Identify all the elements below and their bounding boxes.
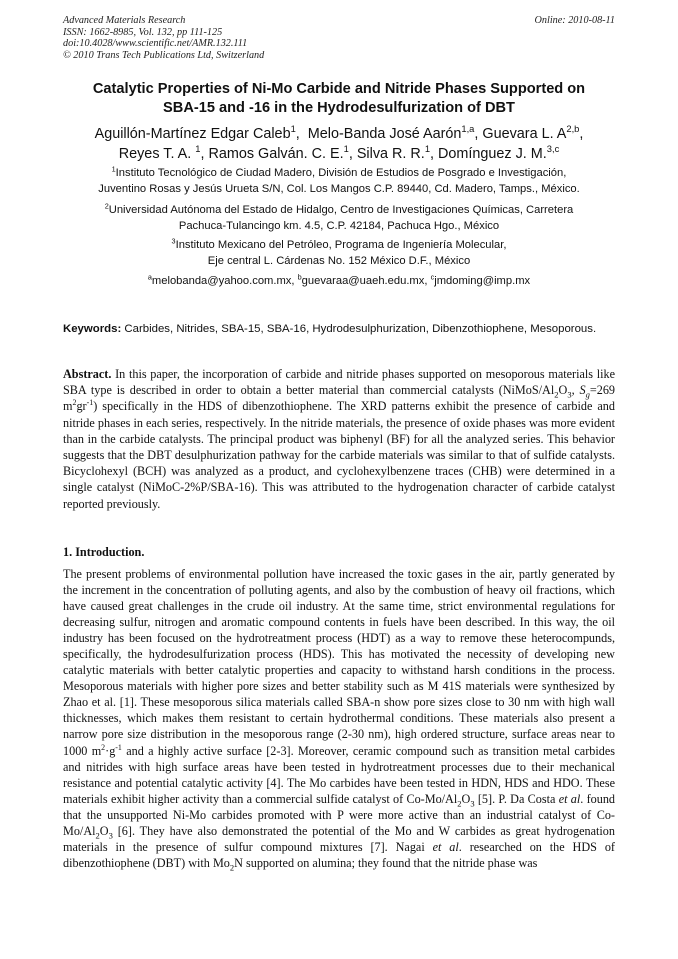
keywords <box>63 321 615 337</box>
author-list: Aguillón-Martínez Edgar Caleb$^1$, Melo-Banda José Aarón$^{1,a}$, Guevara L. A$^{2,b}$, Reyes T. A. $^1$, Ramos Galván. C. E.$^1$, Silva R. R.$^1$, Domínguez J. M.$^{3,c}$ <box>94 124 584 162</box>
affiliation-1: $^1$Instituto Tecnológico de Ciudad Madero, División de Estudios de Posgrado e Investigación, Juventino Rosas y Jesús Urueta S/N, Col. Los Mangos C.P. 89440, Cd. Madero, Tamps., México. <box>98 164 580 195</box>
keywords-text: Carbides, Nitrides, SBA-15, SBA-16, Hydrodesulphurization, Dibenzothiophene, Mesoporous. <box>124 323 597 335</box>
paper-title <box>40 80 638 118</box>
abstract: Abstract. In this paper, the incorporation of carbide and nitride phases supported on mesoporous materials like SBA type is described in order to obtain a better material than commercial catalysts ($NiMoS/Al_2O_3$, $S_g=269$ $m^2gr^{-1}$) specifically in the HDS of dibenzothiophene. The XRD patterns exhibit the presence of carbide and nitride phases in each series, respectively. In the nitride materials, the presence of oxide phases was more evident than in the carbide catalysts. The principal product was biphenyl (BF) for all the analyzed series. This behavior suggests that the DBT desulphurization pathway for the carbide materials was similar to that of sulfide catalysts. Bicyclohexyl (BCH) was analyzed as a product, and cyclohexylbenzene traces (CHB) were determined in a single catalyst (NiMoC-2%P/SBA-16). This was attributed to the hydrogenation character of carbide catalyst reported previously. <box>63 367 616 511</box>
author-3: Guevara L. A <box>482 126 567 142</box>
author-7: Domínguez J. M. <box>438 146 547 162</box>
email-list: $^a$melobanda@yahoo.com.mx, $^b$guevaraa@uaeh.edu.mx, $^c$jmdoming@imp.mx <box>147 272 531 287</box>
title-line-2: SBA-15 and -16 in the Hydrodesulfurization of DBT <box>163 100 515 116</box>
journal-name: Advanced Materials Research <box>63 15 186 26</box>
email-link[interactable]: guevaraa@uaeh.edu.mx, <box>301 275 428 287</box>
section-heading: 1. Introduction. <box>63 545 145 559</box>
author-5: Ramos Galván. C. E. <box>208 146 344 162</box>
author-6: Silva R. R. <box>356 146 425 162</box>
introduction-text: The present problems of environmental pollution have increased the toxic gases in the air, partly generated by the increment in the concentration of polluting agents, and also by the combustion of heavy oil fractions, which have caused great challenges in the crude oil industry. At the same time, strict environmental regulations for decreasing sulfur, nitrogen and aromatic compound contents in fuels have been described. In this way, the oil industry has been focused on the hydrotreatment process (HDT) as a way to remove these heterocompunds, specifically, the hydrodesulfurization process (HDS). This has motivated the necessity of developing new catalytic materials with better catalytic properties and capacity to withstand harsh conditions in the process. Mesoporous materials with higher pore sizes and better stability such as M 41S materials were synthesized by Zhao et al. [1]. These mesoporous silica materials called SBA-n show pore sizes close to 30 nm with high wall thicknesses, which makes them resistant to certain hydrothermal conditions. These materials also present a narrow pore size distribution in the mesoporous range (2-30 nm), high ordered structure, surface areas near to 1000 $m^2\cdot g^{-1}$ and a highly active surface [2-3]. Moreover, ceramic compound such as transition metal carbides and nitrides with high surface areas have been tested in hydrotreatment processes due to their mechanical resistance and potential catalytic activity [4]. The Mo carbides have been tested in HDN, HDS and HDO. These materials exhibit higher activity than a commercial sulfide catalyst of $Co-Mo/Al_2O_3$ [5]. P. Da Costa et al. found that the unsupported Ni-Mo carbides promoted with P were more active than an industrial catalyst of $Co-Mo/Al_2O_3$ [6]. They have also demonstrated the potential of the Mo and W carbides as great hydrogenation materials in the presence of sulfur compound mixtures [7]. Nagai et al. researched on the HDS of dibenzothiophene (DBT) with $Mo_2N$ supported on alumina; they found that the nitride phase was <box>63 567 616 873</box>
journal-doi: doi:10.4028/www.scientific.net/AMR.132.111 <box>63 38 248 49</box>
author-1: Aguillón-Martínez Edgar Caleb <box>94 126 291 142</box>
journal-issn: ISSN: 1662-8985, Vol. 132, pp 111-125 <box>63 26 223 38</box>
author-2: Melo-Banda José Aarón <box>307 126 462 142</box>
affiliation-3: $^3$Instituto Mexicano del Petróleo, Programa de Ingeniería Molecular, Eje central L. Cárdenas No. 152 México D.F., México <box>171 236 507 267</box>
author-4: Reyes T. A. <box>118 146 192 162</box>
email-link[interactable]: jmdoming@imp.mx <box>434 275 531 287</box>
affiliation-2: $^2$Universidad Autónoma del Estado de Hidalgo, Centro de Investigaciones Químicas, Carretera Pachuca-Tulancingo km. 4.5, C.P. 42184, Pachuca Hgo., México <box>104 201 574 232</box>
abstract-label: Abstract. <box>63 367 112 381</box>
online-date: Online: 2010-08-11 <box>534 15 615 26</box>
keywords-label: Keywords: <box>63 323 122 335</box>
email-link[interactable]: melobanda@yahoo.com.mx, <box>151 275 295 287</box>
journal-copyright: © 2010 Trans Tech Publications Ltd, Switzerland <box>63 49 265 61</box>
journal-header <box>63 15 615 61</box>
title-line-1: Catalytic Properties of Ni-Mo Carbide and Nitride Phases Supported on <box>92 81 586 97</box>
